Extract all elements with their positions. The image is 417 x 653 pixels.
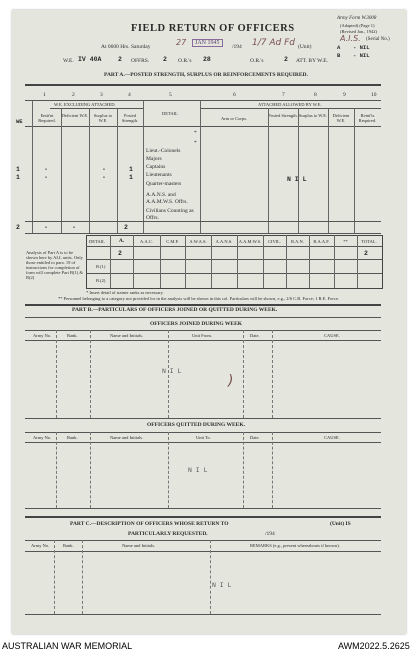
analysis-a-value: 2 — [118, 250, 122, 257]
joined-col-unit-from: Unit From. — [192, 333, 213, 338]
quitted-col-name: Name and Initials. — [110, 435, 144, 440]
part-c-col-name: Name and Initials. — [122, 543, 156, 548]
offrs-value: 2 — [118, 56, 122, 63]
date-stamp: JAN 1945 — [192, 39, 223, 47]
col-number-10: 10 — [371, 92, 377, 98]
footer-credit: AUSTRALIAN WAR MEMORIAL — [2, 641, 133, 651]
col-head-arm-corps: Arm or Corps. — [220, 116, 248, 121]
col-head-surplus-att: Surplus to W.E. — [298, 113, 328, 118]
quitted-col-line — [168, 432, 169, 508]
part-b-heading: PART B.—PARTICULARS OF OFFICERS JOINED OR QUITTED DURING WEEK. — [72, 307, 278, 313]
ors-label-2: O.R.'s — [250, 58, 264, 64]
rank-quarter-masters: Quarter-masters — [146, 181, 182, 187]
col-head-entitlement: Entit'nt Required. — [38, 113, 56, 123]
part-c-unit-label: (Unit) IS — [330, 521, 351, 527]
row2-deficient: - — [44, 174, 48, 181]
part-c-bottom-rule — [25, 614, 381, 615]
quitted-col-line — [243, 432, 244, 508]
date-year: /194 — [232, 44, 242, 50]
rank-lieutenants: Lieutenants — [146, 172, 172, 178]
offrs-label: OFFRS. — [131, 58, 150, 64]
analysis-col-cmf: C.M.F. — [166, 239, 179, 244]
part-c-col-army-no: Army No. — [31, 543, 50, 548]
joined-col-army-no: Army No. — [33, 333, 52, 338]
col-head-posted: Posted Strength. — [121, 113, 139, 123]
quitted-col-line — [272, 432, 273, 508]
part-c-header-bottom — [25, 551, 381, 552]
quitted-col-date: Date. — [250, 435, 260, 440]
analysis-col-civil: CIVIL. — [267, 239, 282, 244]
part-c-line2: PARTICULARLY REQUESTED. — [128, 531, 208, 537]
joined-col-line — [56, 330, 57, 418]
part-a-rule — [25, 100, 381, 101]
joined-col-date: Date. — [250, 333, 260, 338]
unit-handwritten: 1/7 Ad Fd — [252, 38, 295, 48]
row1-deficient: - — [44, 166, 48, 173]
analysis-col-total: TOTAL. — [361, 239, 377, 244]
analysis-footnote-2: ** Personnel belonging to a category not provided for in the analysis will be shown in this col. Particulars will be shown, e.g., 2/6 C.R. Force; 1 R.E. Force. — [58, 296, 339, 301]
rank-aans: A.A.N.S. and A.A.M.W.S. Offrs. — [146, 192, 188, 205]
joined-bottom-rule — [25, 418, 381, 419]
form-number: Army Form W.3008 — [337, 16, 377, 21]
col-number-2: 2 — [72, 92, 75, 98]
asterisk-marker: * — [194, 140, 197, 146]
ors-label: O.R.'s — [178, 58, 192, 64]
part-c-nil: N I L — [212, 582, 232, 589]
rank-civilians: Civilians Counting as Offrs. — [146, 208, 194, 221]
analysis-row-rule — [86, 273, 382, 274]
col-number-7: 7 — [282, 92, 285, 98]
quitted-col-line — [56, 432, 57, 508]
analysis-col-aamws: A.A.M.W.S. — [238, 239, 262, 244]
unit-label: (Unit) — [298, 44, 312, 50]
total-entitlement: 2 — [16, 224, 20, 231]
row1-entitlement: 1 — [16, 166, 20, 173]
b-label: B — [337, 52, 341, 59]
ors-value: 28 — [203, 56, 211, 63]
part-a-bottom-rule — [25, 233, 381, 234]
part-c-col-rank: Rank. — [63, 543, 74, 548]
joined-pencil-mark: ) — [228, 373, 234, 389]
att-value: 2 — [284, 56, 288, 63]
analysis-row-b1: B.(1) — [96, 264, 106, 269]
a-label: A — [337, 44, 341, 51]
part-a-col-line — [354, 108, 355, 233]
analysis-col-awas: A.W.A.S. — [189, 239, 207, 244]
part-a-col-line — [268, 108, 269, 233]
date-line-text: At 0600 Hrs. Saturday — [101, 44, 151, 50]
analysis-col-aac: A.A.C. — [140, 239, 153, 244]
joined-header-bottom — [25, 340, 381, 341]
part-c-col-line — [82, 540, 83, 614]
joined-nil: N I L — [162, 368, 182, 375]
joined-col-line — [243, 330, 244, 418]
analysis-col-ran: R.A.N. — [291, 239, 304, 244]
quitted-nil: N I L — [188, 467, 208, 474]
date-handwritten-prefix: 27 — [176, 38, 187, 47]
col-head-reinforcements: Reinf'ts Required. — [358, 113, 377, 123]
group-left-label: W.E. EXCLUDING ATTACHED. — [54, 102, 116, 107]
analysis-col-aans: A.A.N.S. — [215, 239, 233, 244]
quitted-bottom-rule — [25, 508, 381, 509]
analysis-total-value: 2 — [364, 250, 368, 257]
total-posted: 2 — [124, 224, 128, 231]
rank-majors: Majors — [146, 156, 162, 162]
offrs-value-2: 2 — [163, 56, 167, 63]
part-a-col-line — [61, 108, 62, 233]
total-deficient: - — [44, 224, 48, 231]
part-c-heading: PART C.—DESCRIPTION OF OFFICERS WHOSE RETURN TO — [70, 521, 229, 527]
part-a-col-line — [298, 108, 299, 233]
col-number-1: 1 — [43, 92, 46, 98]
analysis-col-a: A. — [118, 238, 125, 244]
group-rule-left — [50, 108, 143, 109]
part-c-col-line — [210, 540, 211, 614]
total-surplus: - — [72, 224, 76, 231]
part-c-col-line — [54, 540, 55, 614]
joined-title: OFFICERS JOINED DURING WEEK — [150, 321, 243, 327]
we-label: W.E. — [63, 58, 74, 64]
we-value: IV 40A — [78, 56, 102, 63]
part-a-col-line — [328, 108, 329, 233]
quitted-col-line — [90, 432, 91, 508]
a-value: - NIL — [353, 44, 370, 51]
part-c-header-top — [25, 540, 381, 541]
joined-col-line — [272, 330, 273, 418]
joined-col-line — [90, 330, 91, 418]
row2-entitlement: 1 — [16, 174, 20, 181]
analysis-header-rule — [86, 246, 382, 247]
part-a-col-line — [32, 100, 33, 233]
serial-label: (Serial No.) — [366, 37, 390, 42]
part-b-rule — [25, 317, 381, 318]
analysis-row-rule — [86, 259, 382, 260]
col-number-8: 8 — [314, 92, 317, 98]
part-a-heading: PART A.—POSTED STRENGTH, SURPLUS OR REINFORCEMENTS REQUIRED. — [104, 72, 308, 78]
quitted-col-unit-to: Unit To. — [196, 435, 211, 440]
part-c-top-rule — [25, 516, 381, 518]
asterisk-marker: * — [194, 130, 197, 136]
detail-label: DETAIL — [162, 111, 178, 116]
joined-col-rank: Rank. — [67, 333, 78, 338]
analysis-row-b2: B.(2) — [96, 278, 106, 283]
col-number-9: 9 — [343, 92, 346, 98]
part-a-total-rule — [25, 221, 381, 222]
form-adapted: (Adapted) (Page 1) — [340, 23, 375, 28]
form-title: FIELD RETURN OF OFFICERS — [131, 23, 295, 34]
rank-lieut-colonels: Lieut.-Colonels — [146, 148, 181, 154]
col-number-4: 4 — [128, 92, 131, 98]
analysis-footnote-1: * Insert detail of trainer ranks as necessary. — [86, 290, 164, 295]
quitted-title: OFFICERS QUITTED DURING WEEK. — [147, 422, 245, 428]
footer-accession-id: AWM2022.5.2625 — [338, 641, 410, 651]
col-head-deficient: Deficient W.E. — [61, 113, 89, 118]
row2-posted: 1 — [129, 174, 133, 181]
analysis-note: Analysis of Part A is to be shown here by ALL units. Only those entitled to para. 19 of instructions for completion of form will complete Part B(1) & B(2) — [26, 250, 83, 280]
analysis-detail-label: DETAIL — [89, 239, 105, 244]
quitted-header-bottom — [25, 442, 381, 443]
group-right-label: ATTACHED ALLOWED BY W.E. — [258, 102, 322, 107]
analysis-col-raaf: R.A.A.F. — [313, 239, 330, 244]
att-label: ATT. BY W.E. — [296, 58, 328, 64]
quitted-header-top — [25, 432, 381, 433]
joined-col-name: Name and Initials. — [110, 333, 144, 338]
col-head-deficient-att: Deficient W.E. — [332, 113, 350, 123]
row1-posted: 1 — [129, 166, 133, 173]
part-a-nil: N I L — [287, 176, 307, 183]
quitted-col-rank: Rank. — [67, 435, 78, 440]
col-number-3: 3 — [100, 92, 103, 98]
part-a-col-line — [200, 100, 201, 233]
joined-col-cause: CAUSE. — [324, 333, 340, 338]
part-c-date-slot: /194 — [265, 531, 275, 537]
rank-captains: Captains — [146, 164, 166, 170]
quitted-col-army-no: Army No. — [33, 435, 52, 440]
part-b-top-rule — [25, 304, 381, 306]
part-a-col-line — [89, 108, 90, 233]
b-value: - NIL — [353, 52, 370, 59]
part-a-col-line — [117, 108, 118, 233]
part-c-col-remarks: REMARKS (e.g., present whereabouts if known). — [250, 543, 340, 548]
analysis-col-other: ** — [343, 239, 348, 244]
joined-header-top — [25, 330, 381, 331]
col-head-surplus: Surplus to W.E. — [93, 113, 113, 123]
row1-surplus: - — [102, 166, 106, 173]
form-revised: (Revised Jan., 1942) — [340, 29, 377, 34]
serial-written: A.I.S. — [340, 34, 361, 43]
part-a-col-line — [143, 100, 144, 233]
col-head-posted-att: Posted Strength. — [268, 113, 298, 118]
we-marker: WE — [16, 118, 23, 125]
part-a-top-rule — [25, 84, 381, 86]
col-number-6: 6 — [233, 92, 236, 98]
row2-surplus: - — [102, 174, 106, 181]
col-number-5: 5 — [169, 92, 172, 98]
quitted-col-cause: CAUSE. — [324, 435, 340, 440]
